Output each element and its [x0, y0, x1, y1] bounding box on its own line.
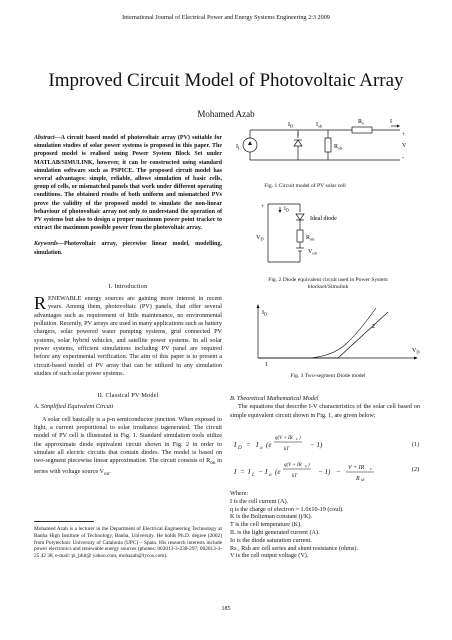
svg-text:−: − — [336, 468, 341, 476]
where-line-3: K is the Boltzman constant (j/K). — [230, 513, 313, 521]
fig3-id-label: $I_D$ — [262, 310, 268, 317]
where-line-7: Rs , Rsh are cell series and shunt resistance (ohms). — [230, 544, 359, 552]
output-current-arrow — [397, 125, 400, 128]
svg-text:(e: (e — [275, 468, 281, 476]
diode-current-arrow — [279, 210, 282, 213]
drop-cap: R — [34, 293, 47, 314]
section-heading-introduction: I. Introduction — [108, 282, 148, 290]
rsh-label: $R_{sh}$ — [334, 144, 343, 151]
journal-header: International Journal of Electrical Power and Energy Systems Engineering 2:3 2009 — [122, 14, 330, 21]
svg-text:(e: (e — [266, 441, 272, 449]
paper-title: Improved Circuit Model of Photovoltaic Array — [48, 70, 404, 91]
section-heading-classical-model: II. Classical PV Model — [97, 392, 159, 400]
math-model-paragraph: The equations that describe I-V characteristics of the solar cell based on simple equivalent circuit shown in Fig. 1, are given below; — [230, 403, 420, 419]
where-line-8: V is the cell output voltage (V). — [230, 552, 309, 560]
author-footnote: Mohamed Azab is a lecturer in the Department of Electrical Engineering Technology at Banha High Institute of Technology, Banha, University. He holds Ph.D. degree (2002) from Polytechnic University of Catalonia (UPC) – Spain. His research interests include power electronics and renewable energy sources (phones: 002013-3-230-297; 002013-3-25 42 38, e-mail: pi_bhit@ yahoo.com, mohazab@lycos.com). — [34, 526, 222, 560]
fig3-vd-label: $V_D$ — [412, 348, 420, 355]
svg-text:I: I — [248, 468, 251, 476]
source-arrow — [248, 141, 252, 145]
figure-2-caption-line2: blockset/Simulink — [307, 284, 349, 290]
equation-1 — [232, 430, 432, 456]
svg-text:D: D — [238, 446, 242, 451]
where-line-5: IL is the light generated current (A). — [230, 528, 320, 536]
where-label: Where: — [230, 490, 249, 497]
von-label: $V_{on}$ — [308, 249, 317, 256]
where-line-6: Io is the diode saturation current. — [230, 536, 312, 544]
von-subscript: on — [104, 470, 110, 477]
where-line-4: T is the cell temperature (K). — [230, 521, 302, 529]
svg-text:o: o — [269, 473, 272, 478]
figure-3-caption: Fig. 3 Two-segment Diode model — [290, 373, 366, 379]
keywords — [34, 240, 222, 256]
svg-text:q(V + IR: q(V + IR — [284, 463, 302, 468]
minus-label: - — [402, 155, 404, 161]
fig2-vd-label: $V_D$ — [256, 235, 264, 242]
ron-label: $R_{on}$ — [306, 235, 315, 242]
svg-text:s: s — [296, 436, 298, 441]
svg-text:− 1): − 1) — [310, 441, 323, 449]
svg-text:− 1): − 1) — [318, 468, 331, 476]
svg-text:o: o — [260, 446, 263, 451]
subsection-heading-equivalent-circuit: A. Simplified Equivalent Circuit — [34, 403, 114, 411]
il-label: $I_L$ — [236, 144, 241, 151]
keywords-label: Keywords — [34, 241, 58, 248]
where-line-1: I is the cell current (A). — [230, 497, 289, 505]
y-axis-arrow — [257, 304, 260, 308]
abstract — [34, 134, 222, 232]
equation-2 — [232, 456, 432, 486]
figure-2-circuit — [232, 196, 382, 274]
footnote-rule — [34, 521, 94, 522]
equivalent-circuit-paragraph — [34, 416, 222, 479]
svg-text:kT: kT — [292, 474, 297, 479]
introduction-text: ENEWABLE energy sources are gaining more interest in recent years. Among them, photovoltaic (PV) panels, that offer several advantages such as requirement of little maintenance, no environmental pollution. Recently, PV arrays are used in many applications such as battery chargers, solar powered water pumping systems, grid connected PV systems, solar hybrid vehicles, and satellite power systems. In all solar power systems, efficient simulations including PV panel are required before any experimental verification. The aim of this paper is to present a circuit-based model of PV array that can be utilized in any simulation studies of such solar power systems. — [34, 295, 222, 377]
svg-text:I: I — [256, 441, 259, 449]
rs-label: $R_s$ — [358, 119, 364, 126]
segment-2-label: 2 — [372, 324, 375, 330]
figure-1-circuit — [232, 112, 432, 180]
svg-text:q(V + IR: q(V + IR — [275, 436, 293, 441]
equation-1-number: (1) — [412, 441, 420, 448]
x-axis-arrow — [414, 357, 418, 360]
equation-2-number: (2) — [412, 466, 420, 473]
svg-text:kT: kT — [284, 447, 289, 452]
svg-text:I: I — [234, 441, 237, 449]
left-column — [34, 134, 222, 478]
figure-1-caption: Fig. 1 Circuit model of PV solar cell — [264, 183, 346, 189]
paper-author: Mohamed Azab — [197, 109, 255, 119]
svg-text:R: R — [356, 476, 360, 482]
svg-text:−: − — [258, 468, 263, 476]
svg-text:I: I — [234, 468, 237, 476]
ron-subscript: on — [210, 460, 216, 467]
plus-label: + — [402, 132, 406, 138]
equivalent-circuit-text-end: . — [109, 467, 111, 475]
svg-text:=: = — [246, 441, 251, 449]
svg-text:s: s — [370, 466, 372, 471]
equivalent-circuit-text-mid: in series with voltage source V — [34, 457, 222, 475]
svg-text:=: = — [240, 468, 245, 476]
equivalent-circuit-text: A solar cell basically is a p-n semiconductor junction. When exposed to light, a current proportional to solar irradiance isgenerated. The circuit model of PV cell is illustrated in Fig. 1. Standard simulation tools utilize the approximate diode equivalent circuit shown in Fig. 2 in order to simulate all electric circuits that contain diodes. The model is based on two-segment piecewise linear approximation. The circuit consists of R — [34, 415, 222, 465]
right-column-text — [230, 392, 420, 420]
v-label: V — [402, 143, 407, 149]
abstract-text: —A circuit based model of photovoltaic array (PV) suitable for simulation studies of solar power systems is proposed in this paper. The proposed model is realised using Power System Block Set under MATLAB/SIMULINK, however, it can be constructed using standard simulation software such as PSPICE. The proposed circuit model has several advantages: simple, reliable, allows simulation of basic cells, group of cells, or mismatched panels that work under different operating conditions. The obtained results of both uniform and mismatched PVs prove the validity of the proposed model to simulate the non-linear behaviour of photovoltaic array not only to understand the operation of PV systems but also to design a proper maximum power point tracker to extract the maximum possible power from the photovoltaic array. — [34, 135, 222, 232]
svg-text:): ) — [299, 436, 301, 441]
figure-3-diode-graph — [248, 300, 428, 368]
keywords-text: —Photovoltaic array, piecewise linear model, modelling, simulation. — [34, 241, 222, 256]
variable-definitions — [230, 490, 420, 560]
subsection-heading-math-model: B. Theoretical Mathematical Model — [230, 395, 319, 402]
segment-1-label: 1 — [265, 362, 268, 368]
ish-label: $I_{sh}$ — [316, 122, 323, 129]
abstract-label: Abstract — [34, 135, 55, 141]
page-number: 185 — [221, 606, 231, 612]
introduction-paragraph — [34, 295, 222, 378]
id-label: $I_D$ — [288, 122, 294, 129]
svg-text:V + IR: V + IR — [348, 465, 365, 471]
fig2-id-label: $I_D$ — [284, 206, 289, 213]
ideal-diode-label: Ideal diode — [310, 216, 337, 222]
fig2-plus-label: + — [261, 204, 265, 210]
svg-text:I: I — [265, 468, 268, 476]
svg-text:L: L — [252, 473, 255, 478]
svg-text:sh: sh — [361, 477, 365, 482]
where-line-2: q is the charge of electron = 1.6x10-19 (coul). — [230, 505, 344, 513]
svg-text:s: s — [305, 463, 307, 468]
figure-2-caption-line1: Fig. 2 Diode equivalent circuit used in Power System — [268, 277, 388, 283]
svg-text:): ) — [308, 463, 310, 468]
i-label: I — [390, 119, 392, 125]
